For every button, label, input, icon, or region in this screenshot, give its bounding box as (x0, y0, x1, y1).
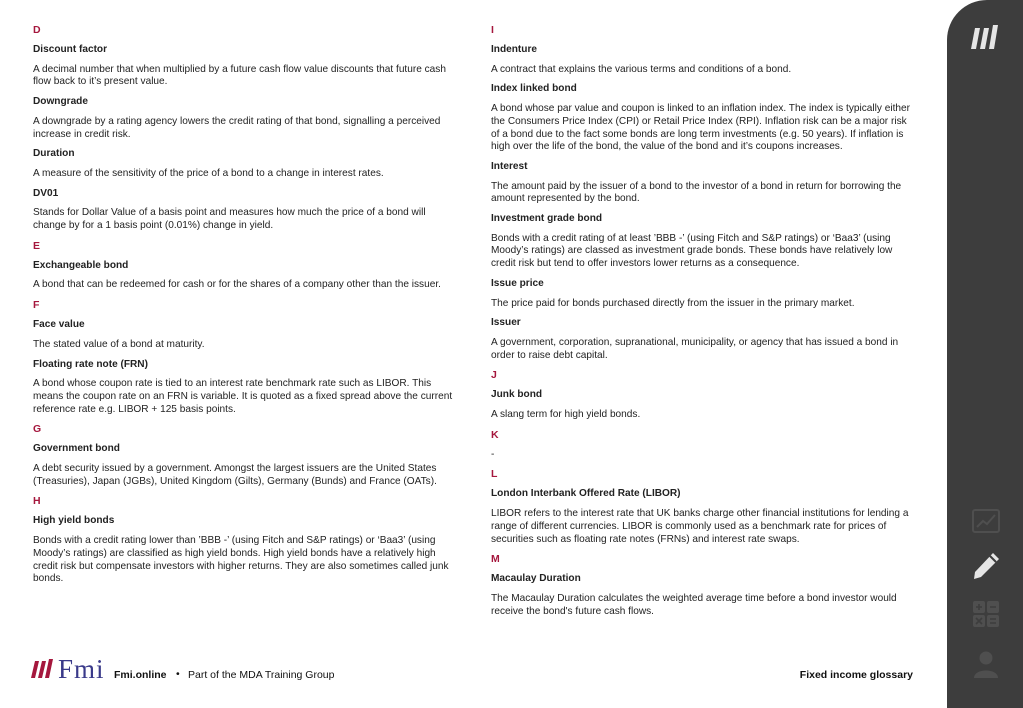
glossary-definition: The stated value of a bond at maturity. (33, 338, 205, 350)
glossary-definition: Bonds with a credit rating of at least ’BBB -’ (using Fitch and S&P ratings) or ‘Baa3’ (using Moody’s ratings) are classed as investment grade bonds. These bonds have relatively low credit risk but tend to offer investors lower returns as a consequence. (491, 232, 893, 270)
glossary-definition: - (491, 448, 495, 460)
footer-separator: • (176, 668, 180, 680)
glossary-definition: A bond whose par value and coupon is linked to an inflation index. The index is typically either the Consumers Price Index (CPI) or Retail Price Index (RPI). Inflation risk can be a major risk of a bond due to the fact some bonds are long term investments (e.g. 50 years). If inflation is high over the life of the bond, the value of the bond and it’s coupons increases. (491, 103, 910, 153)
glossary-definition: A slang term for high yield bonds. (491, 409, 641, 421)
glossary-term: Issue price (491, 277, 544, 289)
glossary-column-right (491, 24, 915, 625)
sidebar (947, 0, 1023, 708)
glossary-definition: A decimal number that when multiplied by a future cash flow value discounts that future cash flow back to it’s present value. (33, 63, 446, 88)
glossary-definition: The price paid for bonds purchased directly from the issuer in the primary market. (491, 297, 855, 309)
section-letter: F (33, 299, 40, 312)
user-icon[interactable] (971, 649, 1001, 679)
glossary-definition: The Macaulay Duration calculates the weighted average time before a bond investor would receive the bond's future cash flows. (491, 592, 897, 617)
glossary-term: Downgrade (33, 96, 88, 108)
glossary-term: Issuer (491, 317, 521, 329)
glossary-term: Floating rate note (FRN) (33, 358, 148, 370)
fmi-logo-icon[interactable] (969, 22, 1003, 52)
footer (30, 656, 913, 686)
glossary-term: London Interbank Offered Rate (LIBOR) (491, 488, 681, 500)
fmi-logo-text: Fmi (58, 654, 105, 684)
glossary-term: DV01 (33, 187, 59, 199)
section-letter: M (491, 553, 500, 566)
glossary-definition: A measure of the sensitivity of the price of a bond to a change in interest rates. (33, 167, 384, 179)
glossary-term: Exchangeable bond (33, 259, 129, 271)
glossary-term: Indenture (491, 44, 537, 55)
pencil-icon[interactable] (971, 551, 1001, 581)
glossary-term: Government bond (33, 443, 120, 455)
section-letter: D (33, 24, 41, 36)
glossary-term: High yield bonds (33, 515, 115, 527)
footer-brand[interactable]: Fmi.online (114, 669, 167, 681)
section-letter: K (491, 428, 499, 441)
document-title: Fixed income glossary (799, 669, 913, 681)
glossary-definition: A downgrade by a rating agency lowers the credit rating of that bond, signalling a perceived increase in credit risk. (33, 115, 441, 140)
glossary-definition: A contract that explains the various terms and conditions of a bond. (491, 63, 792, 75)
glossary-term: Index linked bond (491, 83, 577, 95)
glossary-definition: A debt security issued by a government. Amongst the largest issuers are the United States (Treasuries), Japan (JGBs), United Kingdom (Gilts), Germany (Bunds) and France (OATs). (33, 463, 437, 487)
fmi-logo-bars-icon (30, 659, 56, 684)
section-letter: I (491, 24, 494, 36)
glossary-term: Duration (33, 148, 75, 160)
glossary-definition: A government, corporation, supranational, municipality, or agency that has issued a bond in order to raise debt capital. (491, 336, 899, 361)
section-letter: L (491, 468, 498, 481)
glossary-term: Face value (33, 319, 85, 331)
glossary-term: Macaulay Duration (491, 573, 581, 585)
footer-group-text: Part of the MDA Training Group (188, 669, 335, 681)
section-letter: H (33, 495, 41, 508)
glossary-definition: The amount paid by the issuer of a bond to the investor of a bond in return for borrowing the amount represented by the bond. (491, 180, 902, 205)
glossary-term: Junk bond (491, 389, 543, 401)
glossary-definition: Bonds with a credit rating lower than ’BBB -’ (using Fitch and S&P ratings) or ‘Baa3’ (using Moody’s ratings) are classified as high yield bonds. High yield bonds have a relatively high credit risk but compensate investors with higher returns. They are also sometimes called junk bonds. (33, 535, 449, 585)
glossary-definition: LIBOR refers to the interest rate that UK banks charge other financial institutions for lending a range of different currencies. LIBOR is commonly used as a benchmark rate for prices of securities such as floating rate notes (FRNs) and interest rate swaps. (491, 508, 909, 545)
glossary-term: Discount factor (33, 44, 108, 55)
section-letter: J (491, 369, 497, 382)
glossary-definition: Stands for Dollar Value of a basis point and measures how much the price of a bond will change by for a 1 basis point (0.01%) change in yield. (33, 207, 426, 232)
glossary-definition: A bond that can be redeemed for cash or for the shares of a company other than the issuer. (33, 279, 441, 291)
glossary-term: Investment grade bond (491, 213, 603, 225)
calculator-icon[interactable] (971, 599, 1001, 629)
section-letter: G (33, 423, 42, 436)
glossary-definition: A bond whose coupon rate is tied to an interest rate benchmark rate such as LIBOR. This means the coupon rate on an FRN is variable. It is quoted as a fixed spread above the current reference rate e.g. LIBOR + 125 basis points. (33, 378, 453, 415)
chart-icon[interactable] (971, 507, 1001, 537)
glossary-column-left (33, 24, 455, 593)
section-letter: E (33, 239, 41, 252)
glossary-term: Interest (491, 160, 528, 172)
